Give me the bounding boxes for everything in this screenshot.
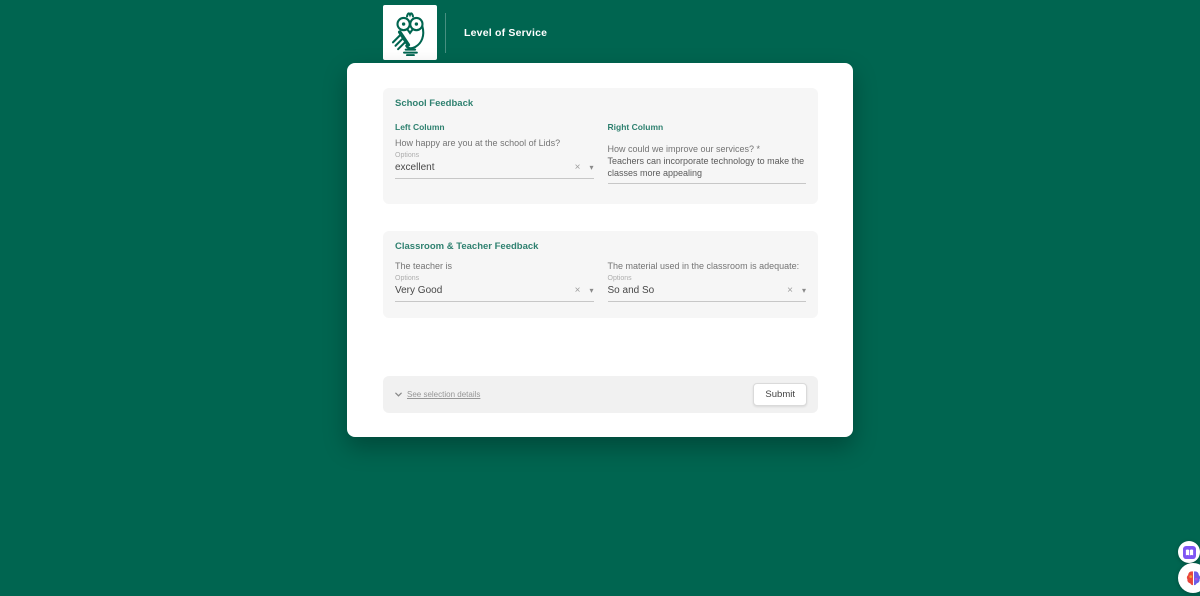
owl-logo <box>383 5 437 60</box>
header-divider <box>445 13 446 53</box>
form-title: Level of Service <box>464 27 548 39</box>
details-link-label: See selection details <box>407 390 481 399</box>
chevron-down-icon <box>394 390 403 399</box>
panel-title: Classroom & Teacher Feedback <box>395 241 539 252</box>
dropdown-value: excellent <box>395 162 435 173</box>
panel-classroom-feedback <box>383 231 818 318</box>
caret-down-icon[interactable]: ▾ <box>589 163 594 172</box>
question-material-adequate: The material used in the classroom is adequate: <box>607 261 800 271</box>
question-school-happiness: How happy are you at the school of Lids? <box>395 138 561 148</box>
footer-bar <box>383 376 818 413</box>
caret-down-icon[interactable]: ▾ <box>801 286 806 295</box>
panel-school-feedback <box>383 88 818 204</box>
dropdown-material-adequate[interactable] <box>608 285 807 302</box>
owl-icon <box>387 10 433 56</box>
survey-panel <box>347 63 853 437</box>
dropdown-value: Very Good <box>395 285 443 296</box>
dropdown-teacher-is[interactable] <box>395 285 594 302</box>
ai-extension-button[interactable] <box>1178 563 1200 593</box>
options-label: Options <box>395 275 420 282</box>
brain-icon <box>1185 570 1200 587</box>
options-label: Options <box>607 275 632 282</box>
book-reader-icon <box>1183 546 1196 559</box>
panel-title: School Feedback <box>395 98 474 109</box>
clear-icon[interactable]: × <box>574 285 581 296</box>
options-label: Options <box>395 152 420 159</box>
column-label-right: Right Column <box>607 122 664 132</box>
clear-icon[interactable]: × <box>787 285 793 296</box>
clear-icon[interactable]: × <box>574 162 581 173</box>
reader-extension-button[interactable] <box>1178 541 1200 563</box>
see-selection-details-link[interactable] <box>394 390 480 399</box>
text-input-improve-services[interactable]: Teachers can incorporate technology to make the classes more appealing <box>608 156 807 184</box>
dropdown-value: So and So <box>607 285 655 296</box>
dropdown-school-happiness[interactable] <box>395 162 594 179</box>
question-improve-services: How could we improve our services? * <box>607 144 761 154</box>
question-teacher-is: The teacher is <box>395 261 453 271</box>
submit-button[interactable]: Submit <box>753 383 807 406</box>
column-label-left: Left Column <box>395 122 445 132</box>
caret-down-icon[interactable]: ▾ <box>589 286 594 295</box>
